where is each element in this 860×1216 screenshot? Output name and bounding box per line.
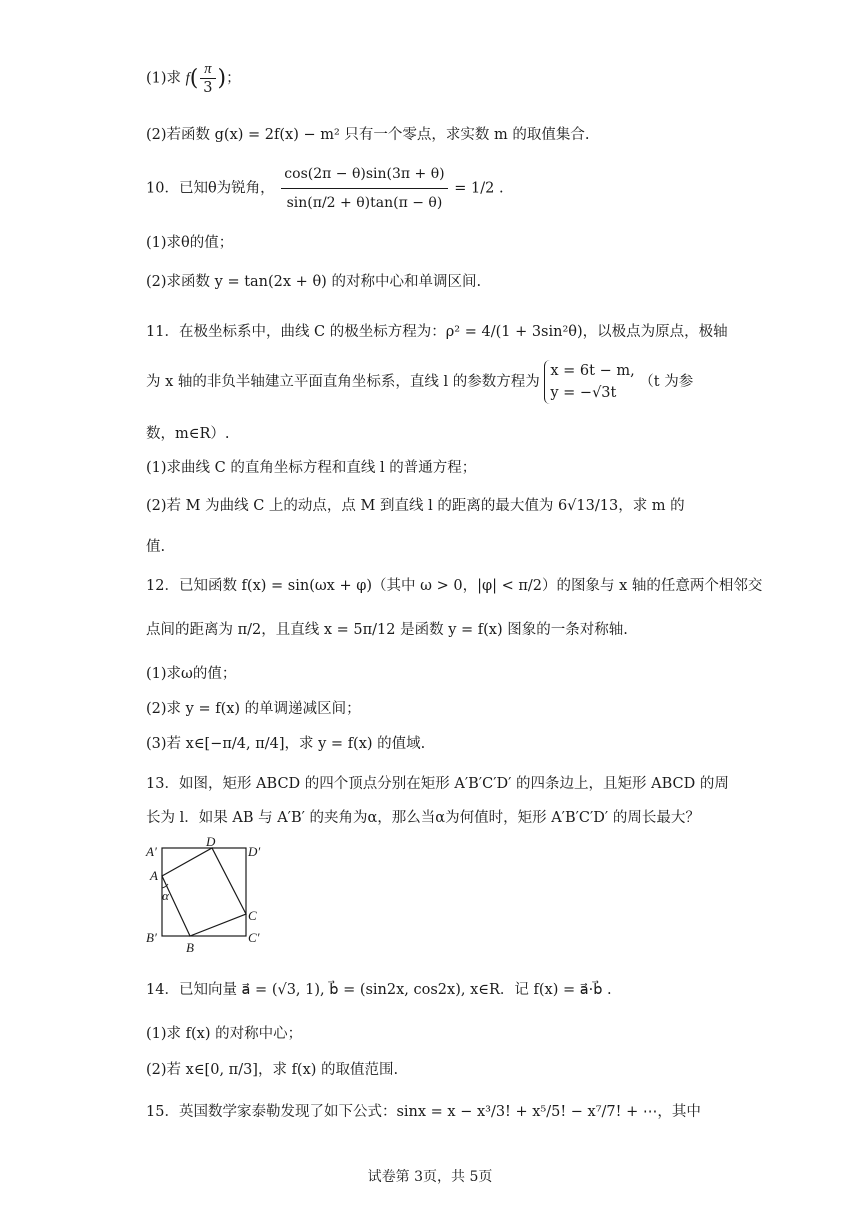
q10-part1: (1)求θ的值； [146,235,234,251]
q11-part1: (1)求曲线 C 的直角坐标方程和直线 l 的普通方程； [146,460,477,476]
q10-stem-text: 10．已知θ为锐角， [146,180,275,197]
q14-stem: 14．已知向量 a⃗ = (√3, 1), b⃗ = (sin2x, cos2x), x∈R．记 f(x) = a⃗·b⃗ . [146,982,612,998]
q10-stem [146,160,504,217]
q10-fraction-denominator: sin(π/2 + θ)tan(π − θ) [286,195,443,211]
q11-param-y: y = −√3t [550,385,617,401]
q9-part1-text: (1)求 [146,70,186,87]
page-footer: 试卷第 3页，共 5页 [367,1169,493,1185]
label-alpha: α [162,888,169,903]
label-b: B [186,940,194,955]
q11-part2: (2)若 M 为曲线 C 上的动点，点 M 到直线 l 的距离的最大值为 6√13/13，求 m 的 [146,498,685,514]
label-a-prime: A′ [146,844,157,859]
q11-stem-line3: 数，m∈R）. [146,426,230,442]
q11-stem-line2-text: 为 x 轴的非负半轴建立平面直角坐标系，直线 l 的参数方程为 [146,374,540,390]
q10-part2: (2)求函数 y = tan(2x + θ) 的对称中心和单调区间. [146,274,482,290]
outer-rectangle [162,848,246,936]
q12-part2: (2)求 y = f(x) 的单调递减区间； [146,701,361,717]
q12-stem: 12．已知函数 f(x) = sin(ωx + φ)（其中 ω > 0，|φ| < π/2）的图象与 x 轴的任意两个相邻交 [146,578,763,594]
label-c: C [248,908,257,923]
q11-param-x: x = 6t − m, [550,363,635,379]
q13-stem: 13．如图，矩形 ABCD 的四个顶点分别在矩形 A′B′C′D′ 的四条边上，且矩形 ABCD 的周 [146,776,729,792]
q13-stem-line2: 长为 l．如果 AB 与 A′B′ 的夹角为α，那么当α为何值时，矩形 A′B′C′D′ 的周长最大？ [146,810,700,826]
q14-part2: (2)若 x∈[0, π/3]，求 f(x) 的取值范围. [146,1062,399,1078]
q9-part2: (2)若函数 g(x) = 2f(x) − m² 只有一个零点，求实数 m 的取值集合. [146,127,590,143]
label-d: D [206,836,216,849]
label-a: A [150,868,158,883]
q14-part1: (1)求 f(x) 的对称中心； [146,1026,303,1042]
q9-part1-suffix: ； [226,70,241,87]
inner-rectangle [162,848,246,936]
q11-stem-line2 [146,360,693,404]
q12-part3: (3)若 x∈[−π/4, π/4]，求 y = f(x) 的值域. [146,736,426,752]
q15-stem: 15．英国数学家泰勒发现了如下公式：sinx = x − x³/3! + x⁵/5! − x⁷/7! + ⋯，其中 [146,1104,701,1120]
q13-rectangle-figure [140,836,270,960]
q11-stem: 11．在极坐标系中，曲线 C 的极坐标方程为：ρ² = 4/(1 + 3sin²θ)，以极点为原点，极轴 [146,324,728,340]
label-c-prime: C′ [248,930,260,945]
q12-stem-line2: 点间的距离为 π/2，且直线 x = 5π/12 是函数 y = f(x) 图象的一条对称轴. [146,622,628,638]
q11-parametric-system [544,360,634,404]
q11-stem-line2-end: （t 为参 [639,374,694,390]
q9-part1: (1)求 f( $\frac{\pi}{3}$ )； [146,61,241,96]
label-b-prime: B′ [146,930,157,945]
q10-equals: = 1/2 . [454,180,504,197]
q11-part2-end: 值. [146,539,166,555]
label-d-prime: D′ [248,844,261,859]
q12-part1: (1)求ω的值； [146,666,237,682]
q10-fraction-numerator: cos(2π − θ)sin(3π + θ) [281,160,447,189]
